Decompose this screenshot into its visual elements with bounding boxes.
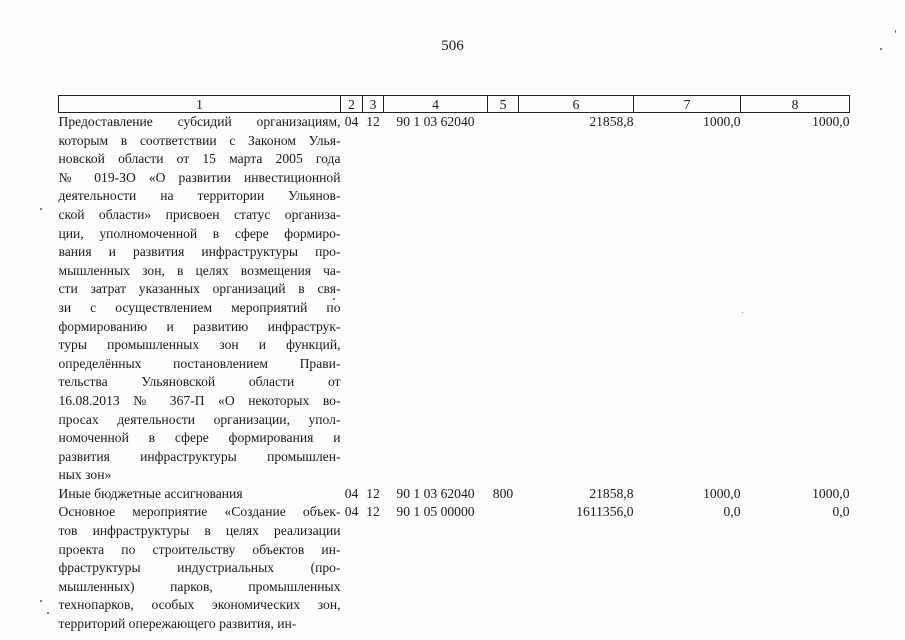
subsection-code-cell: 12 — [366, 114, 380, 129]
subsection-code-cell: 12 — [366, 485, 380, 501]
row-name-line: ных зон» — [58, 467, 112, 483]
table-body — [59, 113, 850, 634]
header-col-4: 4 — [384, 96, 488, 113]
row-name-line: мышленных зон, в целях возмещения ча- — [58, 262, 341, 278]
amount-year-3-cell: 1000,0 — [812, 114, 850, 129]
amount-year-3-cell: 0,0 — [832, 504, 850, 520]
header-col-5: 5 — [488, 96, 519, 113]
amount-year-1-cell: 1611356,0 — [576, 504, 634, 520]
row-name-line: деятельности на территории Ульянов- — [58, 188, 341, 204]
row-name-line: формированию и развитию инфраструк- — [58, 318, 341, 334]
row-name-cell — [59, 503, 341, 633]
scan-speck — [40, 208, 42, 210]
budget-table — [58, 95, 850, 634]
scan-speck — [895, 30, 896, 33]
row-name-line: развития инфраструктуры промышлен- — [58, 448, 341, 464]
row-name-line: Основное мероприятие «Создание объек- — [58, 504, 341, 520]
row-name-line: тов инфраструктуры в целях реализации — [58, 523, 341, 539]
row-name-cell — [59, 485, 341, 504]
row-name-line: зи с осуществлением мероприятий по — [58, 299, 341, 315]
row-name-cell — [59, 113, 341, 485]
amount-year-3-cell: 1000,0 — [812, 485, 850, 501]
scan-speck — [47, 612, 49, 614]
row-name-line: ской области» присвоен статус организа- — [58, 206, 341, 222]
header-col-6: 6 — [519, 96, 634, 113]
row-name-line: номоченной в сфере формирования и — [58, 430, 341, 446]
row-name-line: Иные бюджетные ассигнования — [58, 485, 243, 501]
target-article-code-cell: 90 1 03 62040 — [396, 485, 475, 501]
row-name-line: технопарков, особых экономических зон, — [58, 597, 341, 613]
row-name-line: просах деятельности организации, упол- — [58, 411, 341, 427]
header-col-2: 2 — [341, 96, 363, 113]
table-row — [59, 485, 850, 504]
section-code-cell: 04 — [344, 485, 359, 501]
row-name-line: туры промышленных зон и функций, — [58, 337, 341, 353]
amount-year-1-cell: 21858,8 — [589, 485, 634, 501]
header-col-8: 8 — [741, 96, 850, 113]
target-article-code-cell: 90 1 03 62040 — [396, 114, 475, 129]
section-code-cell: 04 — [344, 114, 359, 129]
row-name-line: 16.08.2013 № 367-П «О некоторых во- — [58, 392, 341, 408]
header-row — [59, 96, 850, 113]
row-name-line: тельства Ульяновской области от — [58, 374, 341, 390]
scan-speck — [880, 48, 882, 50]
row-name-line: которым в соответствии с Законом Улья- — [58, 132, 341, 148]
row-name-line: мышленных) парков, промышленных — [58, 578, 341, 594]
row-name-line: вания и развития инфраструктуры про- — [58, 244, 341, 260]
subsection-code-cell: 12 — [366, 504, 380, 520]
amount-year-2-cell: 1000,0 — [703, 114, 741, 129]
row-name-line: определённых постановлением Прави- — [58, 355, 341, 371]
row-name-line: фраструктуры индустриальных (про- — [58, 560, 341, 576]
page-number: 506 — [441, 38, 464, 54]
row-name-line: ции, уполномоченной в сфере формиро- — [58, 225, 341, 241]
row-name-line: территорий опережающего развития, ин- — [58, 616, 297, 632]
scan-speck — [333, 298, 335, 300]
row-name-line: новской области от 15 марта 2005 года — [58, 151, 341, 167]
amount-year-2-cell: 1000,0 — [703, 485, 741, 501]
header-col-7: 7 — [634, 96, 741, 113]
expense-type-code-cell — [488, 503, 519, 633]
target-article-code-cell: 90 1 05 00000 — [396, 504, 475, 520]
header-col-1: 1 — [59, 96, 341, 113]
row-name-line: № 019-ЗО «О развитии инвестиционной — [58, 169, 341, 185]
amount-year-1-cell: 21858,8 — [589, 114, 634, 129]
amount-year-2-cell: 0,0 — [723, 504, 741, 520]
table-row — [59, 113, 850, 485]
row-name-line: проекта по строительству объектов ин- — [58, 541, 341, 557]
expense-type-code-cell: 800 — [492, 485, 514, 501]
scan-speck — [40, 600, 42, 602]
expense-type-code-cell — [488, 113, 519, 485]
section-code-cell: 04 — [344, 504, 359, 520]
row-name-line: сти затрат указанных организаций в свя- — [58, 281, 341, 297]
row-name-line: Предоставление субсидий организациям, — [58, 114, 341, 129]
table-row — [59, 503, 850, 633]
header-col-3: 3 — [363, 96, 384, 113]
scan-speck — [742, 312, 743, 313]
